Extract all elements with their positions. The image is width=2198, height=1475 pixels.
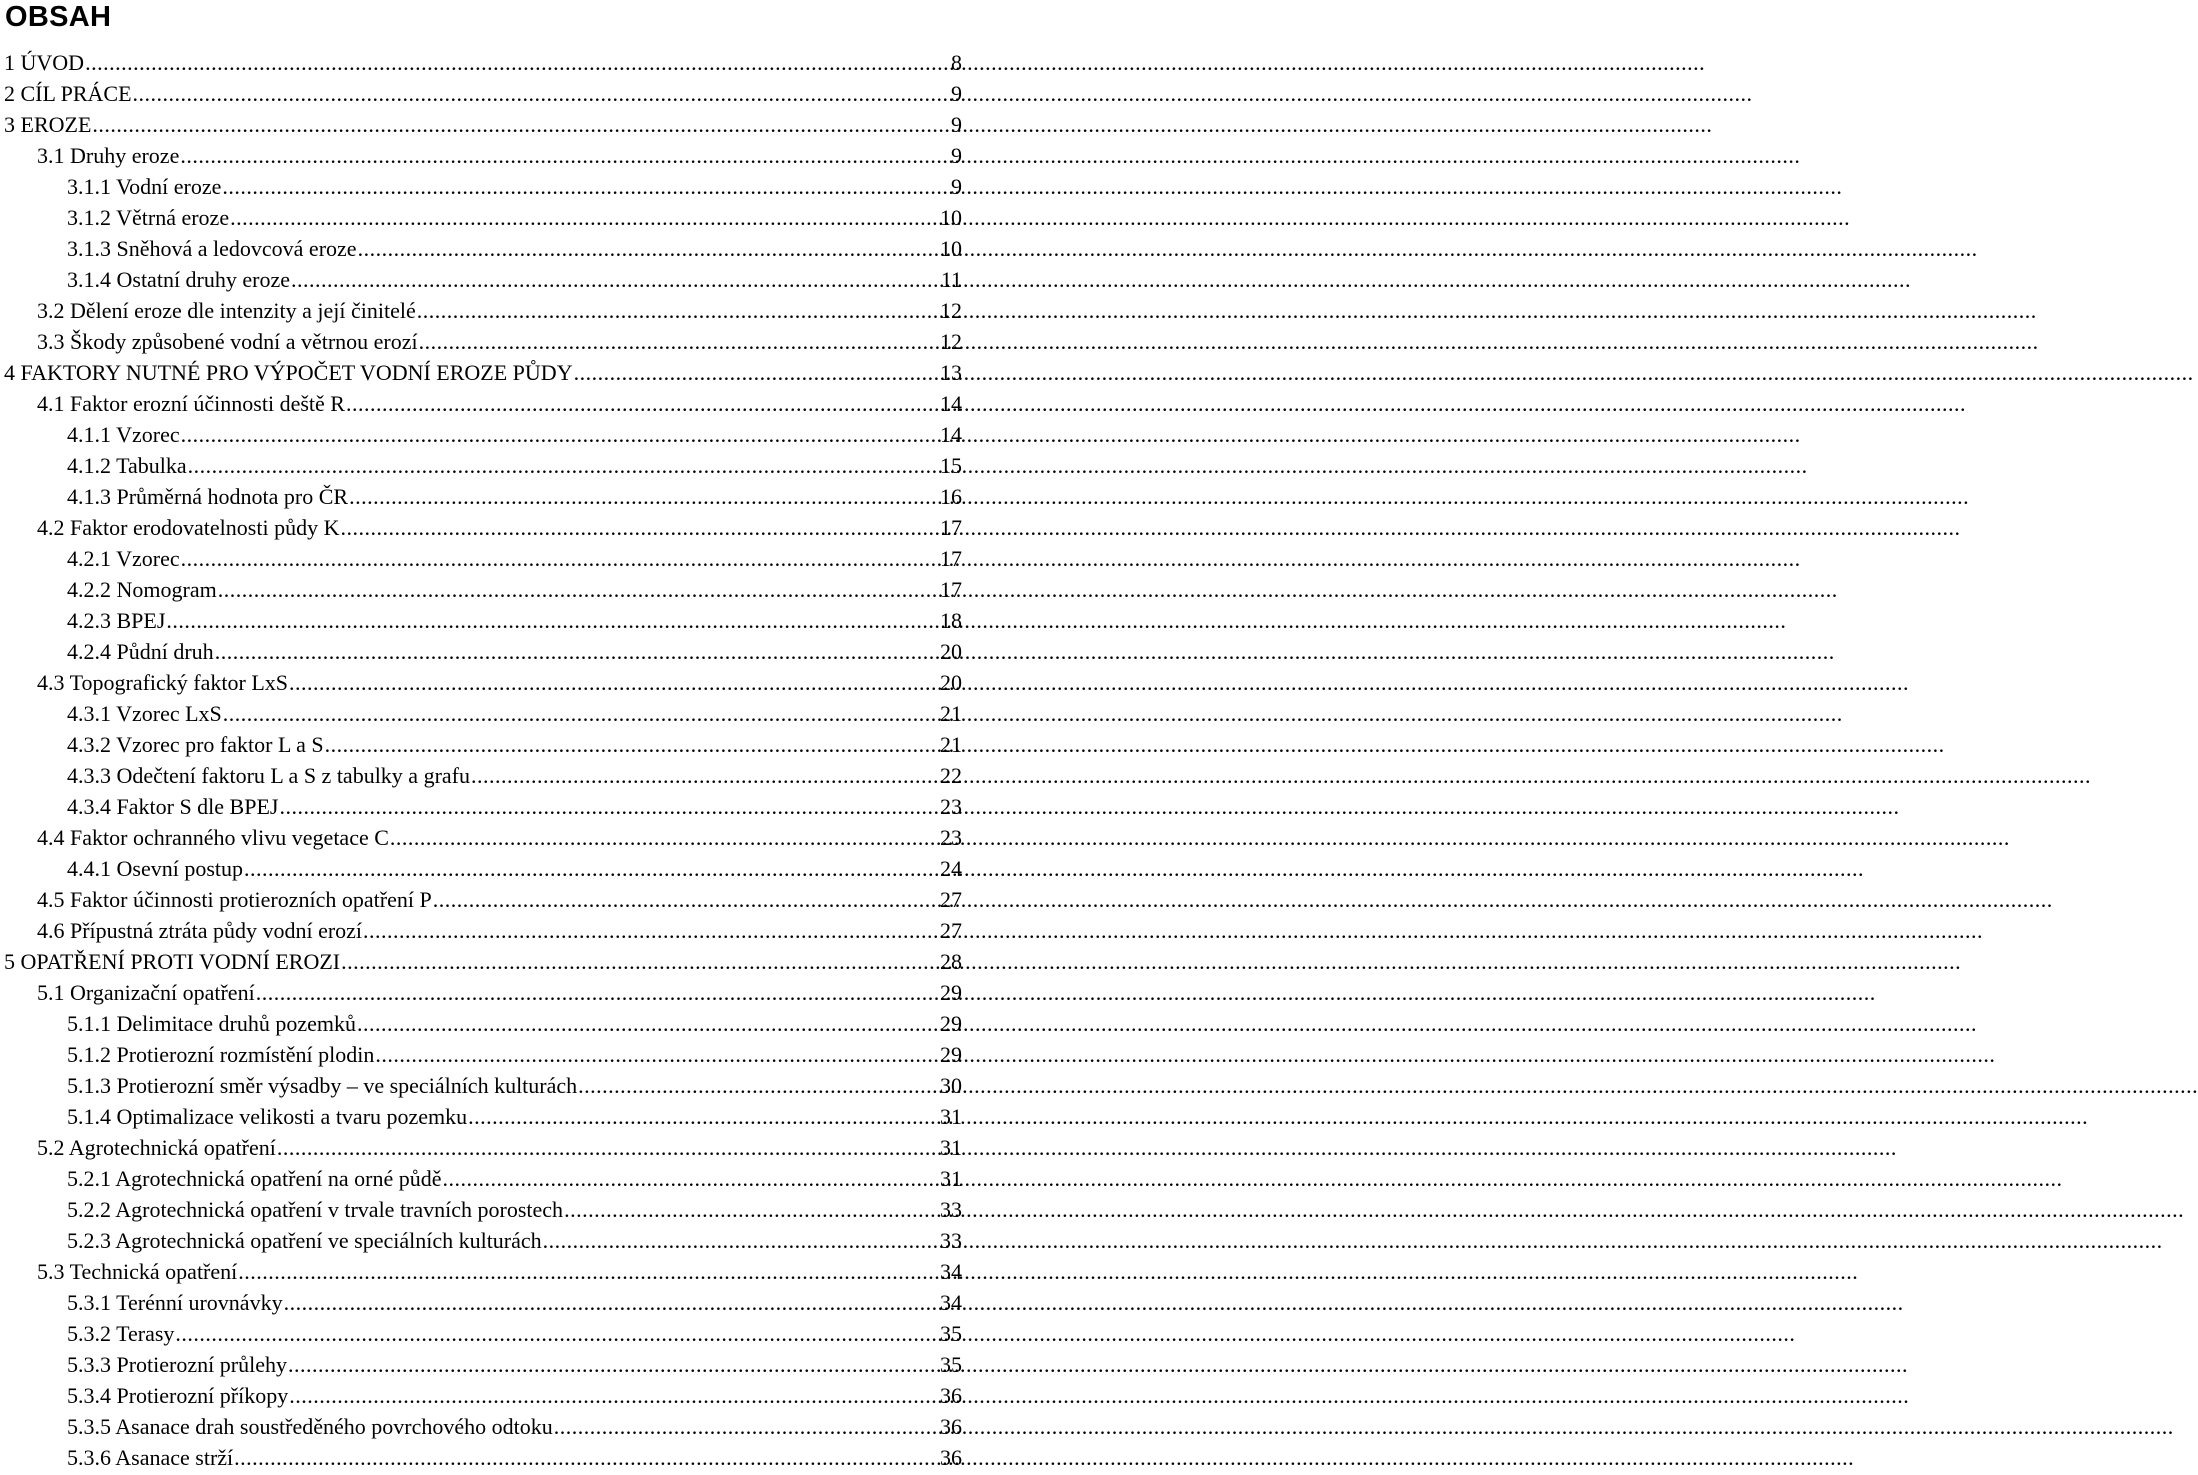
- toc-entry-title: 4.5 Faktor účinnosti protierozních opatření P: [37, 887, 432, 912]
- toc-entry-page-number: 24: [940, 856, 962, 881]
- toc-entry[interactable]: [0, 388, 962, 419]
- toc-entry-page-number: 16: [940, 484, 962, 509]
- toc-entry[interactable]: [0, 1287, 962, 1318]
- toc-entry-title: 4.2.1 Vzorec: [67, 546, 180, 571]
- toc-entry-title: 5.3.1 Terénní urovnávky: [67, 1290, 283, 1315]
- toc-entry-page-number: 8: [951, 50, 962, 75]
- toc-dot-leader: [133, 78, 951, 109]
- toc-entry[interactable]: [0, 574, 962, 605]
- toc-dot-leader: [325, 729, 940, 760]
- toc-entry[interactable]: [0, 605, 962, 636]
- toc-dot-leader: [180, 140, 951, 171]
- toc-entry[interactable]: [0, 78, 962, 109]
- toc-entry-page-number: 14: [940, 422, 962, 447]
- toc-entry-title: 4.3.1 Vzorec LxS: [67, 701, 222, 726]
- toc-entry-title: 4.4.1 Osevní postup: [67, 856, 243, 881]
- toc-entry-page-number: 31: [940, 1166, 962, 1191]
- toc-entry-title: 4.1.3 Průměrná hodnota pro ČR: [67, 484, 349, 509]
- toc-entry-title: 4 FAKTORY NUTNÉ PRO VÝPOČET VODNÍ EROZE PŮDY: [4, 360, 573, 385]
- toc-dot-leader: [289, 667, 940, 698]
- toc-entry[interactable]: [0, 1132, 962, 1163]
- toc-entry-page-number: 34: [940, 1259, 962, 1284]
- toc-entry[interactable]: [0, 1442, 962, 1473]
- toc-entry-page-number: 29: [940, 980, 962, 1005]
- toc-entry-page-number: 21: [940, 701, 962, 726]
- toc-entry[interactable]: [0, 295, 962, 326]
- toc-entry-title: 4.3.3 Odečtení faktoru L a S z tabulky a grafu: [67, 763, 470, 788]
- toc-entry-title: 4.2 Faktor erodovatelnosti půdy K: [37, 515, 340, 540]
- toc-entry-title: 5.1.4 Optimalizace velikosti a tvaru pozemku: [67, 1104, 468, 1129]
- toc-dot-leader: [256, 977, 940, 1008]
- toc-entry-page-number: 23: [940, 825, 962, 850]
- toc-entry-page-number: 21: [940, 732, 962, 757]
- toc-entry[interactable]: [0, 481, 962, 512]
- toc-dot-leader: [218, 574, 940, 605]
- toc-dot-leader: [390, 822, 940, 853]
- toc-dot-leader: [417, 295, 940, 326]
- toc-dot-leader: [175, 1318, 940, 1349]
- toc-entry[interactable]: [0, 1194, 962, 1225]
- toc-entry-page-number: 17: [940, 546, 962, 571]
- toc-dot-leader: [223, 698, 940, 729]
- toc-dot-leader: [442, 1163, 940, 1194]
- toc-entry[interactable]: [0, 667, 962, 698]
- toc-entry[interactable]: [0, 47, 962, 78]
- toc-entry[interactable]: [0, 822, 962, 853]
- toc-entry[interactable]: [0, 543, 962, 574]
- toc-entry-title: 5.3.6 Asanace strží: [67, 1445, 234, 1470]
- toc-dot-leader: [284, 1287, 940, 1318]
- toc-entry-page-number: 23: [940, 794, 962, 819]
- toc-entry-page-number: 13: [940, 360, 962, 385]
- toc-dot-leader: [340, 512, 940, 543]
- toc-entry-title: 3.3 Škody způsobené vodní a větrnou erozí: [37, 329, 418, 354]
- toc-entry-title: 4.3.2 Vzorec pro faktor L a S: [67, 732, 324, 757]
- toc-entry-page-number: 10: [940, 205, 962, 230]
- toc-dot-leader: [222, 171, 951, 202]
- toc-entry-title: 3.1 Druhy eroze: [37, 143, 180, 168]
- toc-entry-title: 5.3.2 Terasy: [67, 1321, 175, 1346]
- toc-entry[interactable]: [0, 419, 962, 450]
- toc-entry-page-number: 36: [940, 1414, 962, 1439]
- toc-entry-title: 2 CÍL PRÁCE: [4, 81, 132, 106]
- toc-entry[interactable]: [0, 512, 962, 543]
- toc-dot-leader: [358, 233, 940, 264]
- toc-dot-leader: [188, 450, 940, 481]
- toc-entry-page-number: 15: [940, 453, 962, 478]
- toc-entry-page-number: 9: [951, 112, 962, 137]
- toc-entry-title: 5.1.3 Protierozní směr výsadby – ve speciálních kulturách: [67, 1073, 578, 1098]
- toc-entry-page-number: 20: [940, 639, 962, 664]
- toc-entry-page-number: 11: [940, 267, 962, 292]
- toc-dot-leader: [279, 791, 940, 822]
- toc-entry-title: 4.1 Faktor erozní účinnosti deště R: [37, 391, 345, 416]
- toc-dot-leader: [291, 264, 941, 295]
- toc-entry[interactable]: [0, 450, 962, 481]
- toc-entry-page-number: 22: [940, 763, 962, 788]
- toc-entry-title: 5.1.2 Protierozní rozmístění plodin: [67, 1042, 375, 1067]
- toc-entry-page-number: 33: [940, 1197, 962, 1222]
- toc-entry-title: 5.3.5 Asanace drah soustředěného povrchového odtoku: [67, 1414, 553, 1439]
- toc-entry[interactable]: [0, 1349, 962, 1380]
- toc-dot-leader: [244, 853, 940, 884]
- toc-entry[interactable]: [0, 915, 962, 946]
- toc-entry-title: 5.2.2 Agrotechnická opatření v trvale travních porostech: [67, 1197, 564, 1222]
- toc-entry-title: 4.2.4 Půdní druh: [67, 639, 214, 664]
- toc-entry-page-number: 35: [940, 1321, 962, 1346]
- toc-entry-title: 5.2.1 Agrotechnická opatření na orné půdě: [67, 1166, 442, 1191]
- toc-entry-title: 4.1.1 Vzorec: [67, 422, 180, 447]
- toc-entry-page-number: 9: [951, 143, 962, 168]
- toc-entry[interactable]: [0, 264, 962, 295]
- toc-entry-title: 5.2 Agrotechnická opatření: [37, 1135, 276, 1160]
- toc-dot-leader: [357, 1008, 940, 1039]
- toc-dot-leader: [554, 1411, 940, 1442]
- toc-entry-title: 1 ÚVOD: [4, 50, 85, 75]
- toc-entry[interactable]: [0, 1039, 962, 1070]
- toc-dot-leader: [234, 1442, 940, 1473]
- toc-entry[interactable]: [0, 1163, 962, 1194]
- toc-entry[interactable]: [0, 636, 962, 667]
- toc-entry-page-number: 31: [940, 1104, 962, 1129]
- toc-entry-page-number: 27: [940, 887, 962, 912]
- toc-entry-page-number: 34: [940, 1290, 962, 1315]
- toc-entry-title: 4.4 Faktor ochranného vlivu vegetace C: [37, 825, 389, 850]
- toc-entry-title: 4.1.2 Tabulka: [67, 453, 187, 478]
- toc-dot-leader: [181, 419, 940, 450]
- toc-entry-title: 5.3 Technická opatření: [37, 1259, 238, 1284]
- toc-dot-leader: [375, 1039, 940, 1070]
- toc-entry-page-number: 35: [940, 1352, 962, 1377]
- toc-entry-title: 5.1 Organizační opatření: [37, 980, 255, 1005]
- toc-dot-leader: [289, 1380, 940, 1411]
- toc-entry-page-number: 10: [940, 236, 962, 261]
- toc-dot-leader: [288, 1349, 940, 1380]
- toc-dot-leader: [238, 1256, 940, 1287]
- toc-entry[interactable]: [0, 946, 962, 977]
- toc-dot-leader: [564, 1194, 940, 1225]
- toc-entry-title: 5.1.1 Delimitace druhů pozemků: [67, 1011, 356, 1036]
- toc-entry-title: 3.2 Dělení eroze dle intenzity a její činitelé: [37, 298, 416, 323]
- toc-entry-page-number: 14: [940, 391, 962, 416]
- toc-entry-title: 5.3.4 Protierozní příkopy: [67, 1383, 289, 1408]
- toc-entry[interactable]: [0, 1318, 962, 1349]
- toc-entry-title: 3.1.2 Větrná eroze: [67, 205, 230, 230]
- toc-entry-title: 4.3.4 Faktor S dle BPEJ: [67, 794, 279, 819]
- toc-entry[interactable]: [0, 1008, 962, 1039]
- toc-entry-page-number: 17: [940, 577, 962, 602]
- toc-entry-page-number: 20: [940, 670, 962, 695]
- toc-dot-leader: [471, 760, 940, 791]
- toc-entry[interactable]: [0, 791, 962, 822]
- toc-entry[interactable]: [0, 109, 962, 140]
- toc-dot-leader: [346, 388, 940, 419]
- toc-entry[interactable]: [0, 1411, 962, 1442]
- toc-entry-title: 4.3 Topografický faktor LxS: [37, 670, 289, 695]
- toc-entry[interactable]: [0, 171, 962, 202]
- toc-entry[interactable]: [0, 1101, 962, 1132]
- toc-entry-title: 3.1.1 Vodní eroze: [67, 174, 222, 199]
- toc-entry[interactable]: [0, 853, 962, 884]
- toc-entry[interactable]: [0, 202, 962, 233]
- toc-entry-page-number: 36: [940, 1383, 962, 1408]
- toc-entry-page-number: 27: [940, 918, 962, 943]
- toc-dot-leader: [543, 1225, 940, 1256]
- toc-entry-page-number: 12: [940, 298, 962, 323]
- toc-entry-page-number: 31: [940, 1135, 962, 1160]
- toc-entry[interactable]: [0, 1225, 962, 1256]
- toc-entry[interactable]: [0, 760, 962, 791]
- toc-entry-page-number: 18: [940, 608, 962, 633]
- toc-dot-leader: [181, 543, 940, 574]
- toc-entry[interactable]: [0, 698, 962, 729]
- toc-entry-title: 5 OPATŘENÍ PROTI VODNÍ EROZI: [4, 949, 341, 974]
- toc-entry-title: 5.2.3 Agrotechnická opatření ve speciálních kulturách: [67, 1228, 542, 1253]
- toc-entry[interactable]: [0, 140, 962, 171]
- toc-dot-leader: [230, 202, 940, 233]
- toc-dot-leader: [277, 1132, 940, 1163]
- toc-entry-title: 3.1.4 Ostatní druhy eroze: [67, 267, 290, 292]
- toc-dot-leader: [363, 915, 940, 946]
- toc-dot-leader: [433, 884, 940, 915]
- toc-entry-title: 4.2.3 BPEJ: [67, 608, 166, 633]
- table-of-contents: [0, 47, 962, 1473]
- toc-entry[interactable]: [0, 233, 962, 264]
- toc-dot-leader: [468, 1101, 940, 1132]
- toc-entry-page-number: 36: [940, 1445, 962, 1470]
- toc-entry-page-number: 30: [940, 1073, 962, 1098]
- toc-dot-leader: [578, 1070, 940, 1101]
- toc-entry-page-number: 28: [940, 949, 962, 974]
- toc-entry-page-number: 9: [951, 81, 962, 106]
- toc-dot-leader: [419, 326, 940, 357]
- toc-entry[interactable]: [0, 1070, 962, 1101]
- toc-heading: OBSAH: [5, 1, 112, 33]
- toc-entry-title: 4.2.2 Nomogram: [67, 577, 217, 602]
- toc-entry-page-number: 12: [940, 329, 962, 354]
- toc-entry-page-number: 29: [940, 1042, 962, 1067]
- toc-entry[interactable]: [0, 884, 962, 915]
- toc-entry[interactable]: [0, 326, 962, 357]
- toc-entry-page-number: 17: [940, 515, 962, 540]
- toc-entry[interactable]: [0, 357, 962, 388]
- toc-entry-title: 3 EROZE: [4, 112, 92, 137]
- toc-entry-page-number: 33: [940, 1228, 962, 1253]
- toc-dot-leader: [166, 605, 940, 636]
- toc-entry-title: 5.3.3 Protierozní průlehy: [67, 1352, 287, 1377]
- toc-dot-leader: [215, 636, 940, 667]
- toc-entry[interactable]: [0, 1380, 962, 1411]
- toc-dot-leader: [341, 946, 940, 977]
- toc-dot-leader: [85, 47, 951, 78]
- toc-entry-title: 3.1.3 Sněhová a ledovcová eroze: [67, 236, 357, 261]
- toc-dot-leader: [574, 357, 940, 388]
- toc-dot-leader: [349, 481, 940, 512]
- toc-entry-page-number: 29: [940, 1011, 962, 1036]
- toc-entry[interactable]: [0, 729, 962, 760]
- toc-entry-title: 4.6 Přípustná ztráta půdy vodní erozí: [37, 918, 363, 943]
- toc-entry[interactable]: [0, 1256, 962, 1287]
- toc-entry-page-number: 9: [951, 174, 962, 199]
- toc-dot-leader: [92, 109, 951, 140]
- toc-entry[interactable]: [0, 977, 962, 1008]
